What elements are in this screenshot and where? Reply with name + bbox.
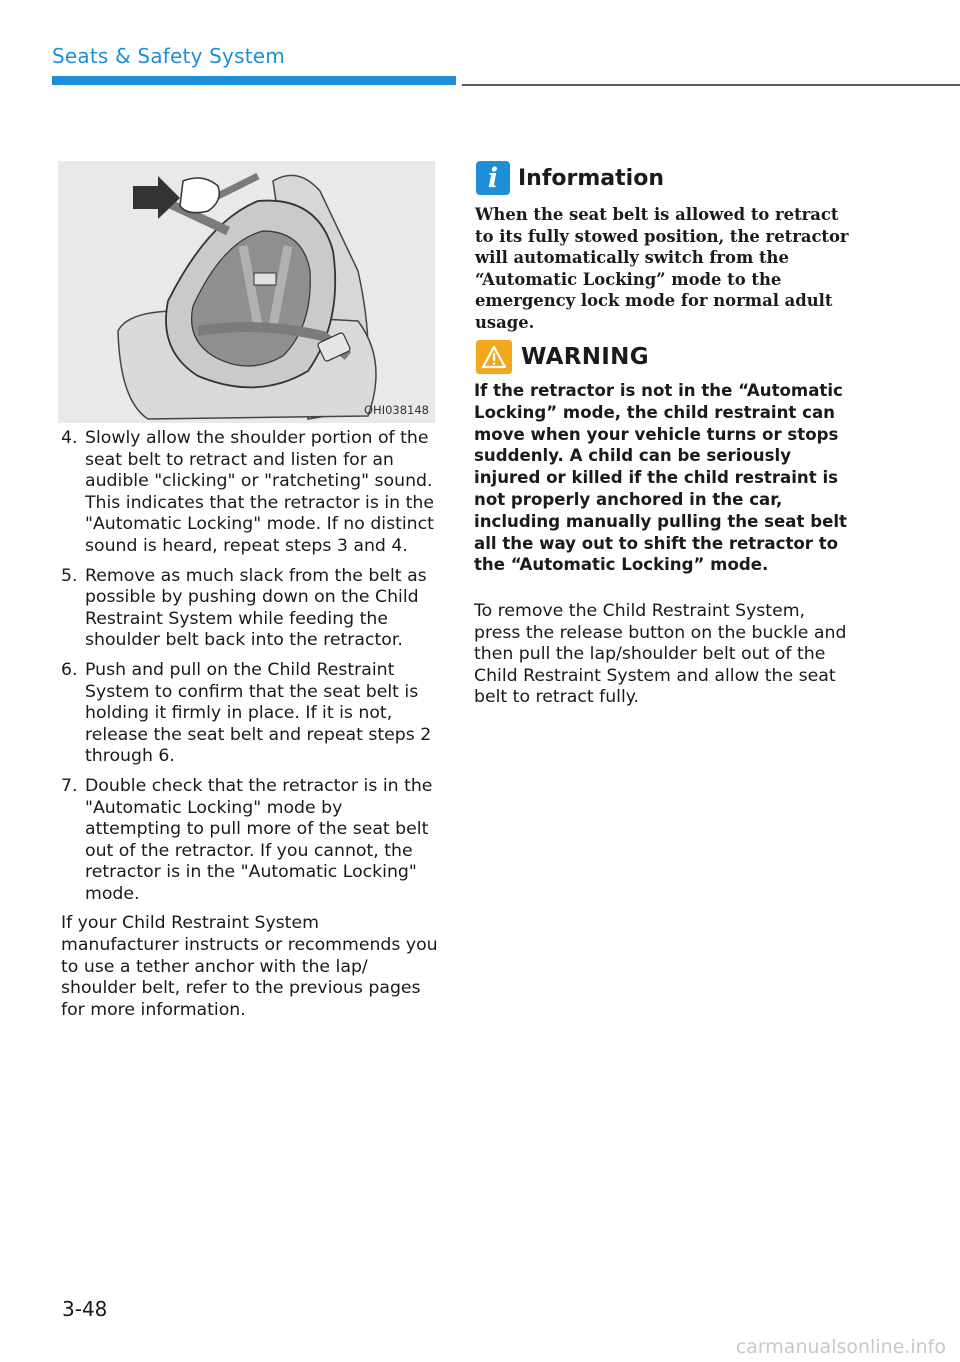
removal-paragraph: To remove the Child Restraint System, press the release button on the buckle and then pull the lap/shoulder belt out of the Child Restraint System and allow the seat belt to retract fully. xyxy=(474,601,847,708)
information-title: Information xyxy=(518,165,664,191)
header-rule xyxy=(462,84,960,86)
header-accent-bar xyxy=(52,76,456,85)
step-text: Push and pull on the Child Restraint System to confirm that the seat belt is holding it firmly in place. If it is not, release the seat belt and repeat steps 2 through 6. xyxy=(85,659,432,767)
step-number: 7. xyxy=(61,775,78,796)
step-text: Double check that the retractor is in the "Automatic Locking" mode by attempting to pull more of the seat belt out of the retractor. If you cannot, the retractor is in the "Automatic Locking" mode. xyxy=(85,775,433,904)
step-number: 6. xyxy=(61,659,78,680)
child-seat-illustration xyxy=(58,161,435,423)
step-text: Remove as much slack from the belt as possible by pushing down on the Child Restraint System while feeding the shoulder belt back into the retractor. xyxy=(85,565,427,651)
section-title: Seats & Safety System xyxy=(52,44,285,68)
warning-heading xyxy=(476,339,649,375)
tether-paragraph: If your Child Restraint System manufacturer instructs or recommends you to use a tether anchor with the lap/ shoulder belt, refer to the previous pages for more information. xyxy=(61,913,438,1020)
step-number: 5. xyxy=(61,565,78,586)
step-4 xyxy=(61,428,441,558)
information-text: When the seat belt is allowed to retract to its fully stowed position, the retractor will automatically switch from the “Automatic Locking” mode to the emergency lock mode for normal adult usage. xyxy=(475,205,849,332)
step-text: Slowly allow the shoulder portion of the seat belt to retract and listen for an audible "clicking" or "ratcheting" sound. This indicates that the retractor is in the "Automatic Locking" mode. If no distinct sound is heard, repeat steps 3 and 4. xyxy=(85,428,434,556)
watermark: carmanualsonline.info xyxy=(735,1336,946,1358)
warning-icon xyxy=(476,340,512,374)
step-7 xyxy=(61,776,441,906)
step-5 xyxy=(61,566,441,652)
step-6 xyxy=(61,660,441,768)
warning-text: If the retractor is not in the “Automatic Locking” mode, the child restraint can move when your vehicle turns or stops suddenly. A child can be seriously injured or killed if the child restraint is not properly anchored in the car, including manually pulling the seat belt all the way out to shift the retractor to the “Automatic Locking” mode. xyxy=(474,381,847,575)
information-icon: i xyxy=(476,161,510,195)
left-column xyxy=(61,428,441,1021)
warning-title: WARNING xyxy=(521,344,649,370)
page-number: 3-48 xyxy=(62,1297,108,1321)
information-heading xyxy=(476,160,664,196)
figure-code: OHI038148 xyxy=(364,403,429,417)
child-seat-drawing xyxy=(58,161,435,423)
step-number: 4. xyxy=(61,428,78,448)
